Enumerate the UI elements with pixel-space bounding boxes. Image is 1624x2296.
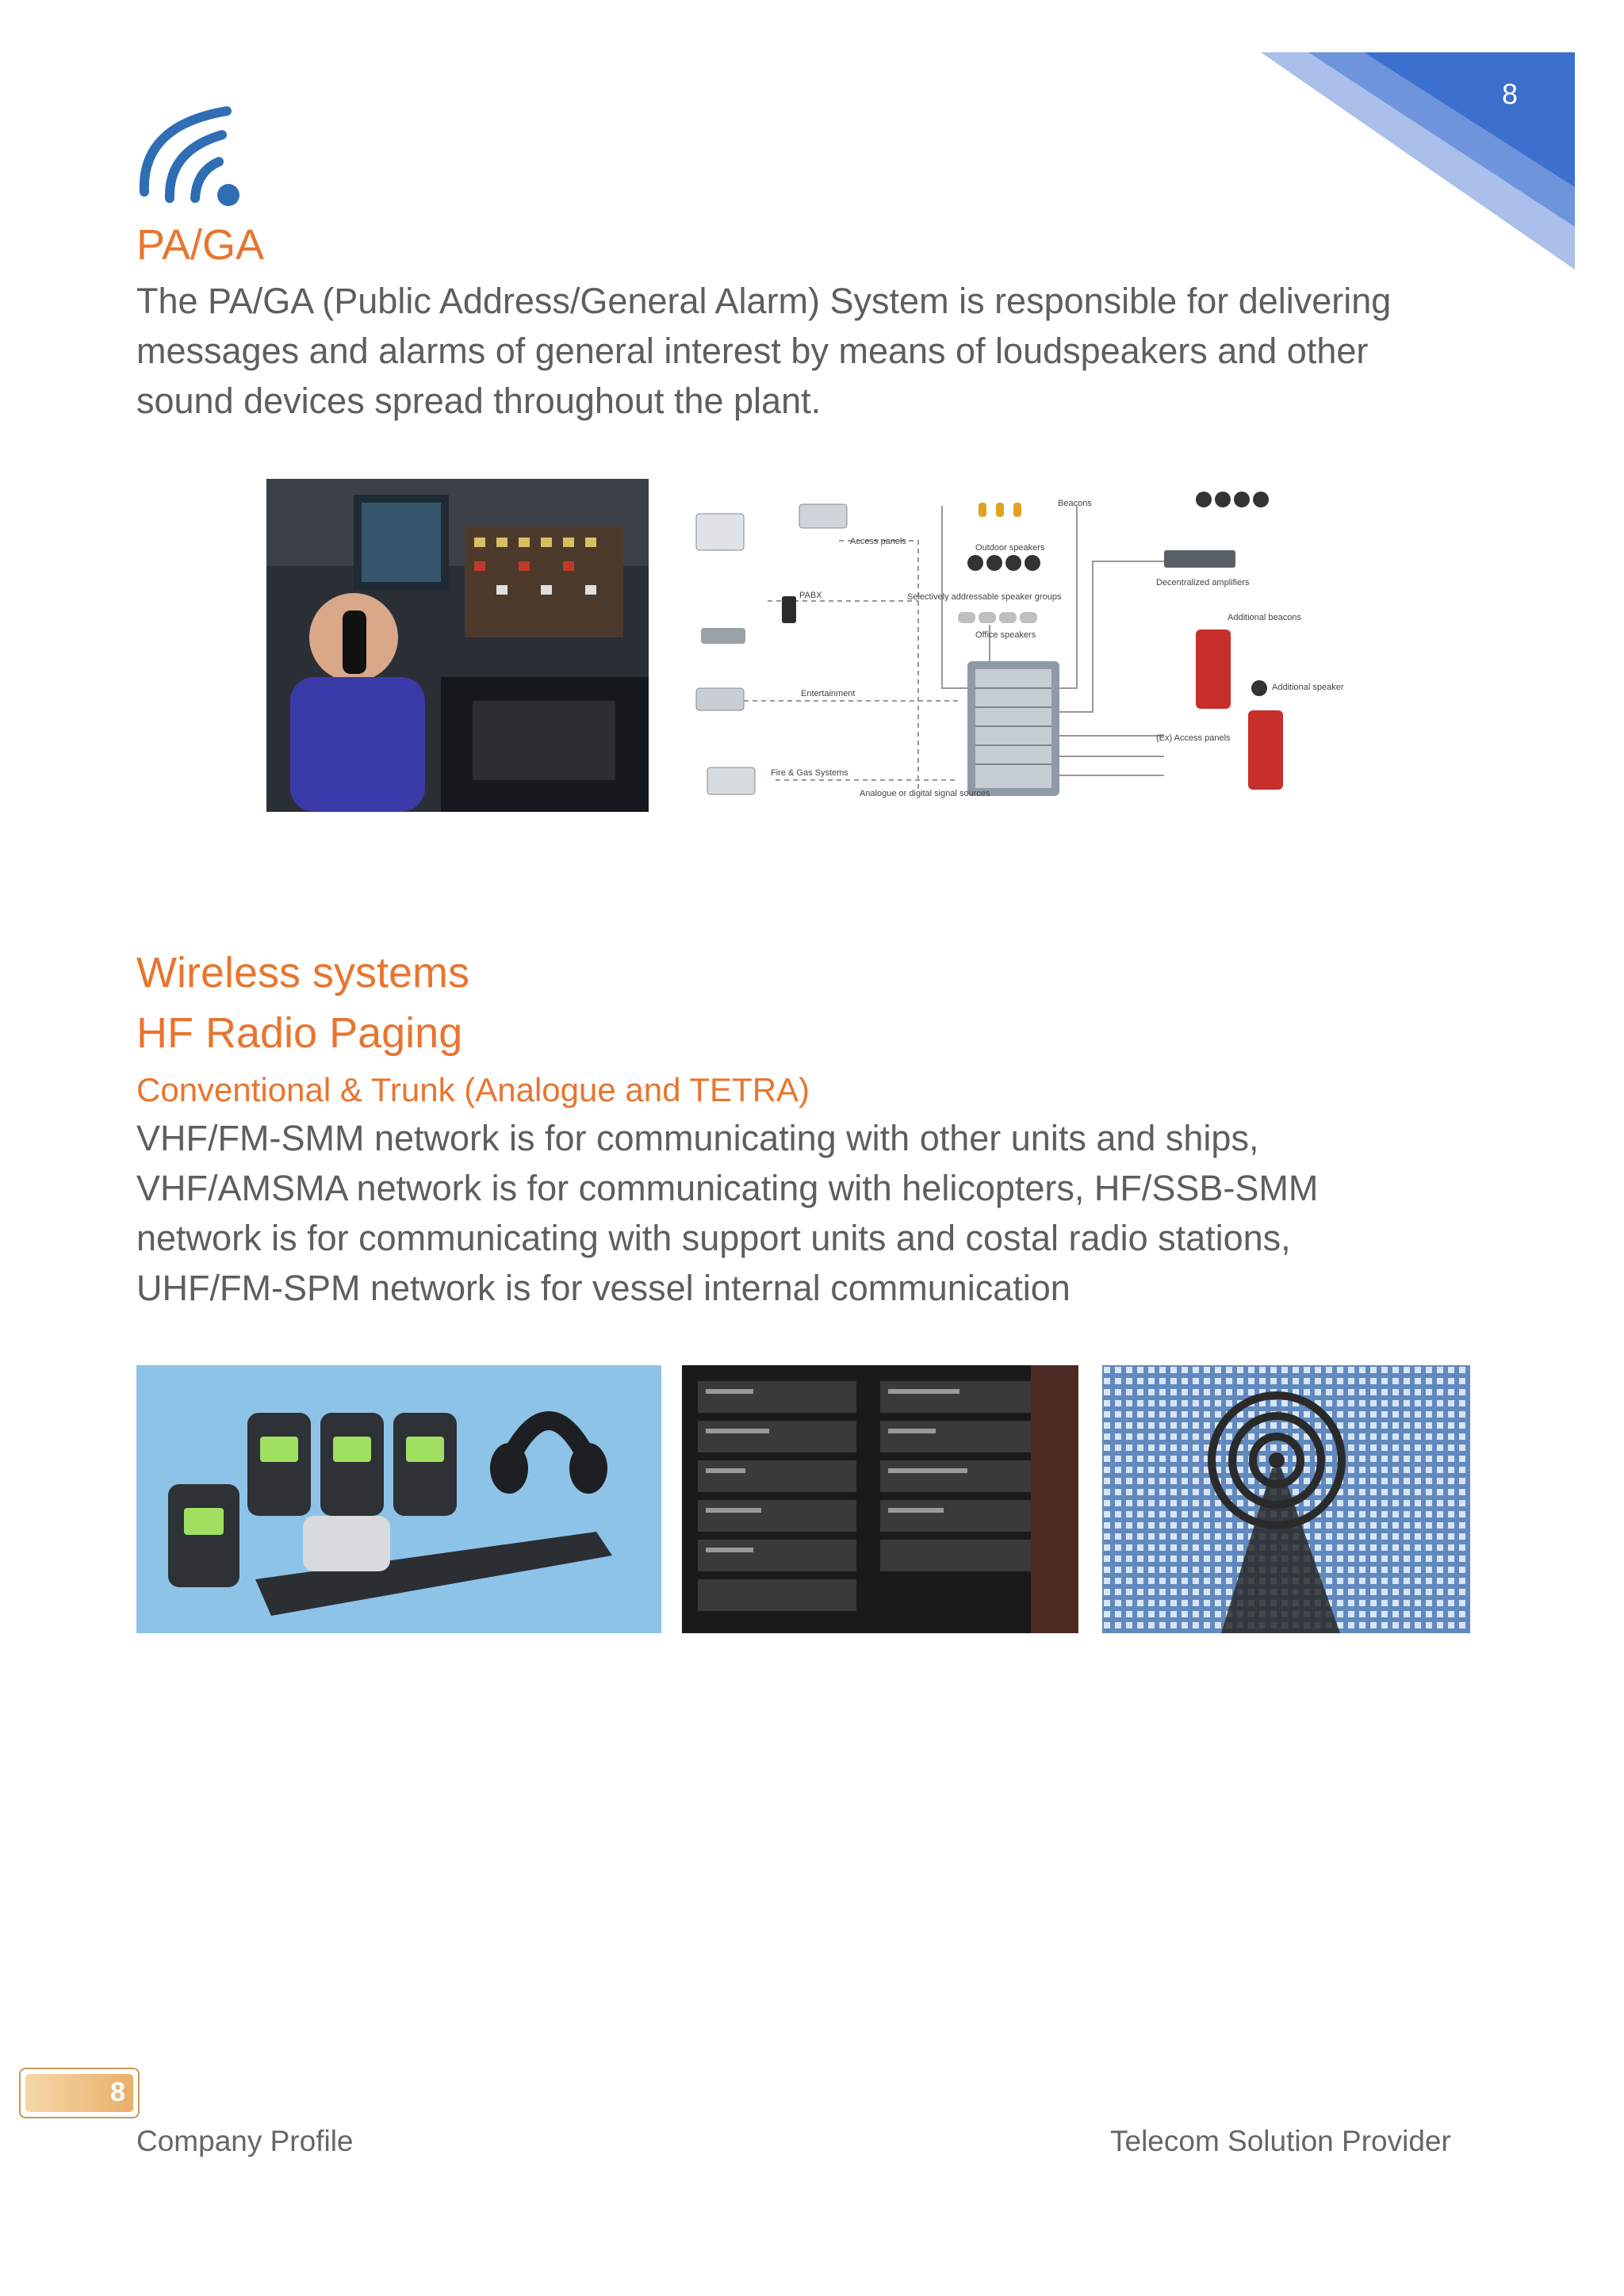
pa-ga-system-diagram: [688, 474, 1346, 817]
label-outdoor-speakers: Outdoor speakers: [975, 543, 1045, 553]
page-number-badge: 8: [110, 2077, 125, 2107]
label-speaker-groups: Selectively addressable speaker groups: [907, 592, 1062, 602]
label-decentralized-amps: Decentralized amplifiers: [1156, 578, 1250, 587]
wireless-description: VHF/FM-SMM network is for communicating with other units and ships, VHF/AMSMA network is for communicating with helicopters, HF/SSB-SMM network is for communicating with support units and costal radio stations, UHF/FM-SPM network is for vessel internal communication: [136, 1118, 1319, 1308]
control-room-photo: [266, 479, 649, 812]
radio-rack-photo: [682, 1365, 1078, 1633]
corner-decoration: [1261, 52, 1578, 274]
wireless-title: Wireless systems: [136, 949, 470, 997]
label-signal-sources: Analogue or digital signal sources: [860, 789, 990, 798]
footer-company-profile: Company Profile: [136, 2125, 354, 2157]
label-beacons: Beacons: [1058, 499, 1092, 508]
label-additional-speaker: Additional speaker: [1272, 683, 1344, 692]
pa-ga-description: The PA/GA (Public Address/General Alarm) System is responsible for delivering messages and alarms of general interest by means of loudspeakers and other sound devices spread throughout the plant.: [136, 281, 1392, 421]
label-ex-access-panels: (Ex) Access panels: [1156, 733, 1231, 743]
label-pabx: PABX: [799, 591, 822, 600]
label-access-panels: Access panels: [850, 537, 906, 546]
label-office-speakers: Office speakers: [975, 630, 1036, 640]
pa-ga-title: PA/GA: [136, 221, 265, 269]
label-fire-gas: Fire & Gas Systems: [771, 768, 848, 778]
label-additional-beacons: Additional beacons: [1228, 613, 1301, 622]
label-entertainment: Entertainment: [801, 689, 856, 698]
wireless-intercom-photo: [136, 1365, 661, 1633]
conventional-trunk-title: Conventional & Trunk (Analogue and TETRA): [136, 1071, 810, 1108]
wireless-signal-photo: [1102, 1365, 1470, 1633]
page-badge: [19, 2068, 140, 2118]
footer-telecom-provider: Telecom Solution Provider: [1110, 2125, 1451, 2157]
wifi-signal-icon: [136, 105, 247, 212]
page-number-top: 8: [1501, 78, 1519, 110]
hf-radio-paging-title: HF Radio Paging: [136, 1009, 463, 1057]
